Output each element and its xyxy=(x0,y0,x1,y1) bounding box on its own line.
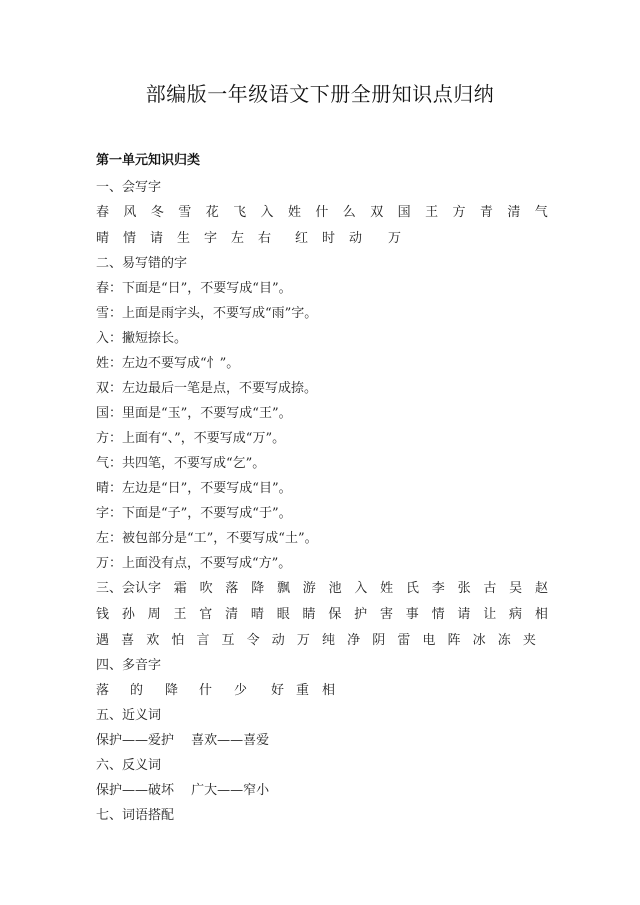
char: 护 xyxy=(354,607,368,622)
char: 王 xyxy=(173,607,187,622)
char: 吴 xyxy=(509,581,523,596)
char: 钱 xyxy=(96,607,110,622)
char: 李 xyxy=(431,581,445,596)
section-heading-write: 一、会写字 xyxy=(96,180,162,195)
recognize-chars-row-1 xyxy=(96,577,548,596)
error-item: 方：上面有“、”，不要写成“万”。 xyxy=(96,431,286,446)
char: 吹 xyxy=(199,581,213,596)
error-item: 左：被包部分是“工”，不要写成“土”。 xyxy=(96,531,318,546)
document-title: 部编版一年级语文下册全册知识点归纳 xyxy=(145,82,495,106)
char: 害 xyxy=(379,607,393,622)
char: 请 xyxy=(150,231,164,246)
char: 雷 xyxy=(397,633,411,648)
recognize-chars-row-3 xyxy=(96,629,536,648)
char: 万 xyxy=(388,231,402,246)
char: 氏 xyxy=(405,581,419,596)
error-item: 春：下面是“日”，不要写成“目”。 xyxy=(96,281,292,296)
char: 动 xyxy=(349,231,363,246)
char: 左 xyxy=(231,231,245,246)
char: 春 xyxy=(96,205,110,220)
char: 字 xyxy=(204,231,218,246)
char: 青 xyxy=(479,205,493,220)
char: 事 xyxy=(405,607,419,622)
char: 怕 xyxy=(171,633,185,648)
char: 夹 xyxy=(522,633,536,648)
error-item: 双：左边最后一笔是点，不要写成捺。 xyxy=(96,381,318,396)
char: 睛 xyxy=(302,607,316,622)
char: 净 xyxy=(347,633,361,648)
char: 动 xyxy=(271,633,285,648)
char: 阴 xyxy=(372,633,386,648)
char: 张 xyxy=(457,581,471,596)
section-heading-errors: 二、易写错的字 xyxy=(96,256,188,271)
char: 欢 xyxy=(146,633,160,648)
char: 情 xyxy=(123,231,137,246)
char: 风 xyxy=(123,205,137,220)
synonyms-text: 保护——爱护 喜欢——喜爱 xyxy=(96,733,270,748)
char: 红 xyxy=(295,231,309,246)
char: 官 xyxy=(199,607,213,622)
error-item: 万：上面没有点，不要写成“方”。 xyxy=(96,556,292,571)
char: 孙 xyxy=(121,607,135,622)
char: 言 xyxy=(196,633,210,648)
polyphone-char: 的 xyxy=(130,683,144,698)
char: 姓 xyxy=(380,581,394,596)
char: 三、会认字 xyxy=(96,581,162,596)
char: 情 xyxy=(431,607,445,622)
char: 眼 xyxy=(276,607,290,622)
char: 冬 xyxy=(150,205,164,220)
section-heading-collocations: 七、词语搭配 xyxy=(96,808,175,823)
char: 池 xyxy=(328,581,342,596)
char: 喜 xyxy=(121,633,135,648)
char: 入 xyxy=(354,581,368,596)
char: 清 xyxy=(507,205,521,220)
char: 令 xyxy=(246,633,260,648)
char: 右 xyxy=(258,231,272,246)
char: 霜 xyxy=(173,581,187,596)
char: 雪 xyxy=(178,205,192,220)
error-item: 雪：上面是雨字头，不要写成“雨”字。 xyxy=(96,306,318,321)
char: 请 xyxy=(457,607,471,622)
char: 什 xyxy=(315,205,329,220)
section-heading-synonyms: 五、近义词 xyxy=(96,708,162,723)
char: 保 xyxy=(328,607,342,622)
char: 飞 xyxy=(233,205,247,220)
char: 纯 xyxy=(321,633,335,648)
char: 晴 xyxy=(96,231,110,246)
char: 万 xyxy=(296,633,310,648)
error-item: 国：里面是“玉”，不要写成“王”。 xyxy=(96,406,292,421)
char: 国 xyxy=(397,205,411,220)
char: 时 xyxy=(322,231,336,246)
char: 入 xyxy=(260,205,274,220)
write-chars-row-1 xyxy=(96,201,548,220)
char: 落 xyxy=(225,581,239,596)
char: 清 xyxy=(225,607,239,622)
char: 互 xyxy=(221,633,235,648)
char: 游 xyxy=(302,581,316,596)
char: 姓 xyxy=(287,205,301,220)
antonyms-text: 保护——破坏 广大——窄小 xyxy=(96,783,270,798)
error-item: 入：撇短捺长。 xyxy=(96,331,188,346)
char: 古 xyxy=(483,581,497,596)
write-chars-row-2 xyxy=(96,227,408,246)
char: 病 xyxy=(509,607,523,622)
char: 双 xyxy=(370,205,384,220)
polyphone-char: 什 xyxy=(199,683,213,698)
polyphone-char: 相 xyxy=(322,683,336,698)
char: 生 xyxy=(177,231,191,246)
polyphone-row xyxy=(96,679,342,698)
char: 冻 xyxy=(497,633,511,648)
polyphone-char: 落 xyxy=(96,683,110,698)
char: 么 xyxy=(342,205,356,220)
error-item: 姓：左边不要写成“忄”。 xyxy=(96,356,240,371)
polyphone-char: 降 xyxy=(165,683,179,698)
polyphone-char: 好 xyxy=(271,683,285,698)
char: 冰 xyxy=(472,633,486,648)
char: 阵 xyxy=(447,633,461,648)
polyphone-char: 少 xyxy=(234,683,248,698)
section-heading-antonyms: 六、反义词 xyxy=(96,758,162,773)
char: 晴 xyxy=(250,607,264,622)
char: 飘 xyxy=(276,581,290,596)
char: 相 xyxy=(534,607,548,622)
char: 花 xyxy=(205,205,219,220)
char: 电 xyxy=(422,633,436,648)
error-item: 字：下面是“子”，不要写成“于”。 xyxy=(96,506,292,521)
char: 降 xyxy=(251,581,265,596)
char: 赵 xyxy=(534,581,548,596)
char: 让 xyxy=(483,607,497,622)
polyphone-char: 重 xyxy=(296,683,310,698)
unit-heading: 第一单元知识归类 xyxy=(96,153,201,168)
char: 气 xyxy=(534,205,548,220)
char: 周 xyxy=(147,607,161,622)
char: 遇 xyxy=(96,633,110,648)
char: 方 xyxy=(452,205,466,220)
error-item: 气：共四笔，不要写成“乞”。 xyxy=(96,456,266,471)
error-item: 晴：左边是“日”，不要写成“目”。 xyxy=(96,481,292,496)
recognize-chars-row-2 xyxy=(96,603,548,622)
char: 王 xyxy=(425,205,439,220)
section-heading-polyphones: 四、多音字 xyxy=(96,658,162,673)
